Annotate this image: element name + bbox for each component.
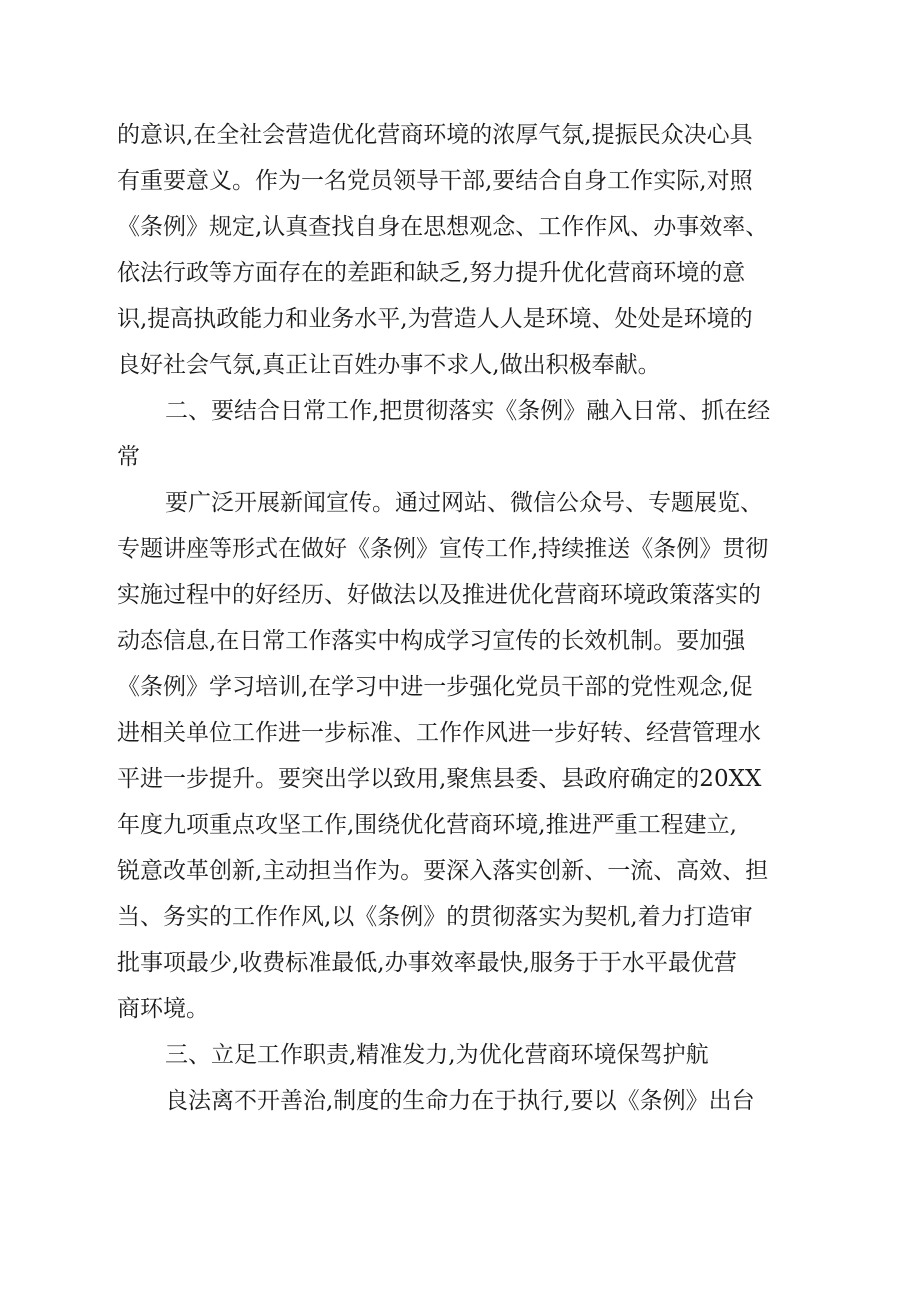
paragraph-line: 平进一步提升。要突出学以致用,聚焦县委、县政府确定的20XX	[117, 766, 762, 792]
paragraph-line: 依法行政等方面存在的差距和缺乏,努力提升优化营商环境的意	[117, 260, 746, 286]
section-heading-2: 二、要结合日常工作,把贯彻落实《条例》融入日常、抓在经	[165, 398, 771, 424]
paragraph-line: 《条例》学习培训,在学习中进一步强化党员干部的党性观念,促	[117, 674, 753, 700]
paragraph-line: 良法离不开善治,制度的生命力在于执行,要以《条例》出台	[165, 1088, 755, 1114]
paragraph-line: 当、务实的工作作风,以《条例》的贯彻落实为契机,着力打造审	[117, 904, 753, 930]
section-heading-3: 三、立足工作职责,精准发力,为优化营商环境保驾护航	[165, 1042, 709, 1068]
paragraph-line: 进相关单位工作进一步标准、工作作风进一步好转、经营管理水	[117, 720, 761, 746]
paragraph-line: 有重要意义。作为一名党员领导干部,要结合自身工作实际,对照	[117, 168, 753, 194]
paragraph-line: 的意识,在全社会营造优化营商环境的浓厚气氛,提振民众决心具	[117, 122, 753, 148]
paragraph-line: 实施过程中的好经历、好做法以及推进优化营商环境政策落实的	[117, 582, 761, 608]
paragraph-line: 批事项最少,收费标准最低,办事效率最快,服务于于水平最优营	[117, 950, 737, 976]
paragraph-line: 动态信息,在日常工作落实中构成学习宣传的长效机制。要加强	[117, 628, 746, 654]
paragraph-line: 良好社会气氛,真正让百姓办事不求人,做出积极奉献。	[117, 352, 661, 378]
paragraph-line: 商环境。	[117, 996, 209, 1022]
paragraph-line: 要广泛开展新闻宣传。通过网站、微信公众号、专题展览、	[165, 490, 763, 516]
document-body	[117, 112, 817, 1124]
section-heading-2-continuation: 常	[117, 444, 140, 470]
paragraph-line: 识,提高执政能力和业务水平,为营造人人是环境、处处是环境的	[117, 306, 753, 332]
paragraph-line: 锐意改革创新,主动担当作为。要深入落实创新、一流、高效、担	[117, 858, 769, 884]
paragraph-line: 专题讲座等形式在做好《条例》宣传工作,持续推送《条例》贯彻	[117, 536, 769, 562]
paragraph-line: 《条例》规定,认真查找自身在思想观念、工作作风、办事效率、	[117, 214, 769, 240]
paragraph-line: 年度九项重点攻坚工作,围绕优化营商环境,推进严重工程建立,	[117, 812, 737, 838]
